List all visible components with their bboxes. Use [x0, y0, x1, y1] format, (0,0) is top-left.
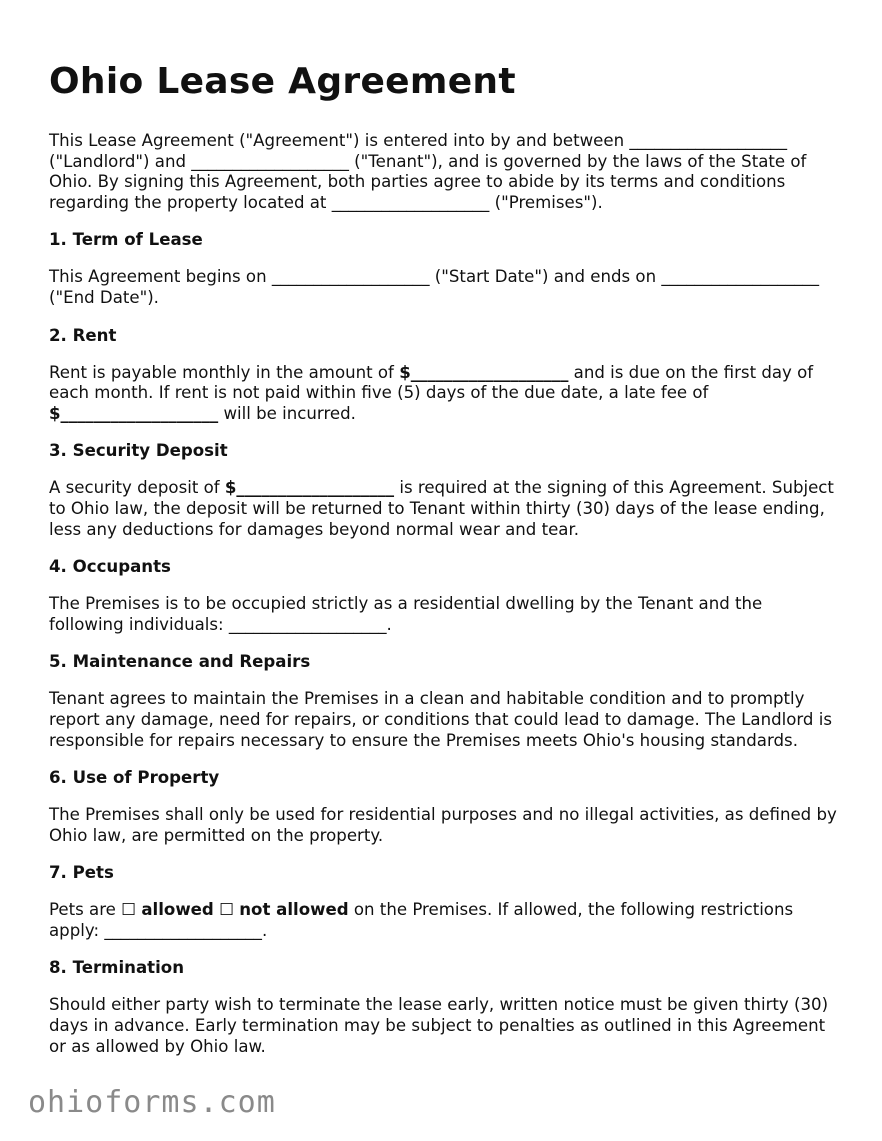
section-text-term: This Agreement begins on ___________________ ("Start Date") and ends on ___________________ ("End Date"). [49, 267, 820, 307]
pets-not-allowed-label: not allowed [239, 900, 349, 920]
intro-paragraph: This Lease Agreement ("Agreement") is entered into by and between ___________________ ("Landlord") and ___________________ ("Tenant"), and is governed by the laws of the State of Ohio. By signing this Agreement, both parties agree to abide by its terms and conditions regarding the property located at ___________________ ("Premises"). [49, 131, 807, 212]
checkbox-allowed[interactable]: ☐ [121, 900, 137, 920]
section-heading-occupants: 4. Occupants [49, 557, 171, 577]
section-heading-pets: 7. Pets [49, 863, 114, 883]
watermark-text: ohioforms.com [28, 1085, 276, 1120]
section-text-occupants: The Premises is to be occupied strictly as a residential dwelling by the Tenant and the following individuals: ___________________. [49, 594, 763, 634]
document-page [49, 60, 839, 1057]
section-heading-maintenance: 5. Maintenance and Repairs [49, 652, 311, 672]
deposit-amount-blank: $___________________ [224, 478, 395, 498]
checkbox-not-allowed[interactable]: ☐ [219, 900, 234, 920]
section-text-deposit: A security deposit of $___________________ is required at the signing of this Agreement. Subject to Ohio law, the deposit will be returned to Tenant within thirty (30) days of the lease ending, less any deductions for damages beyond normal wear and tear. [49, 478, 834, 539]
section-text-rent: Rent is payable monthly in the amount of $___________________ and is due on the first day of each month. If rent is not paid within five (5) days of the due date, a late fee of $___________________ will be incurred. [49, 362, 814, 423]
document-title: Ohio Lease Agreement [49, 61, 516, 102]
section-text-pets: Pets are ☐ allowed ☐ not allowed on the Premises. If allowed, the following restrictions apply: ___________________. [49, 900, 794, 940]
section-heading-use: 6. Use of Property [49, 768, 220, 788]
rent-amount-blank: $___________________ [399, 362, 569, 382]
section-heading-rent: 2. Rent [49, 325, 117, 345]
section-heading-deposit: 3. Security Deposit [49, 441, 228, 461]
section-text-maintenance: Tenant agrees to maintain the Premises in a clean and habitable condition and to promptly report any damage, need for repairs, or conditions that could lead to damage. The Landlord is responsible for repairs necessary to ensure the Premises meets Ohio's housing standards. [49, 689, 832, 750]
section-text-use: The Premises shall only be used for residential purposes and no illegal activities, as defined by Ohio law, are permitted on the property. [49, 805, 837, 845]
pets-allowed-label: allowed [141, 900, 214, 920]
section-heading-term: 1. Term of Lease [49, 230, 203, 250]
section-text-termination: Should either party wish to terminate the lease early, written notice must be given thirty (30) days in advance. Early termination may be subject to penalties as outlined in this Agreement or as allowed by Ohio law. [49, 995, 829, 1056]
late-fee-blank: $___________________ [49, 403, 219, 423]
section-heading-termination: 8. Termination [49, 958, 185, 978]
